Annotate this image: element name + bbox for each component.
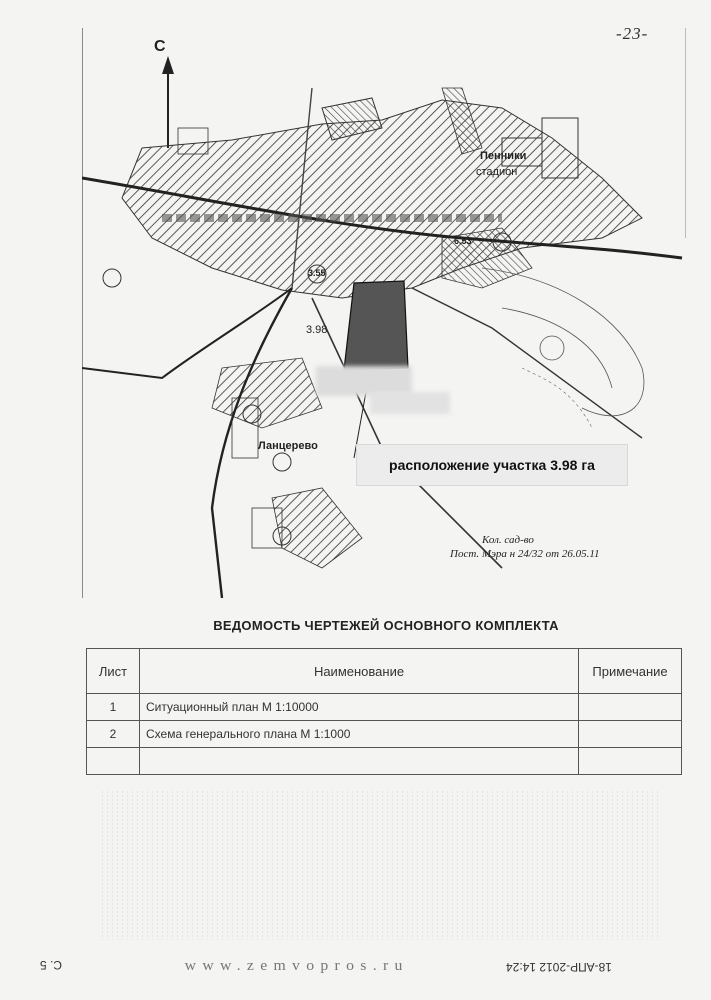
schedule-title: ВЕДОМОСТЬ ЧЕРТЕЖЕЙ ОСНОВНОГО КОМПЛЕКТА bbox=[213, 618, 559, 633]
north-label: С bbox=[154, 38, 166, 55]
header-name: Наименование bbox=[140, 649, 579, 694]
place-label-stadium: стадион bbox=[476, 166, 518, 178]
row-sheet: 2 bbox=[87, 721, 140, 748]
header-note: Примечание bbox=[579, 649, 682, 694]
fax-timestamp: 18-АПР-2012 14:24 bbox=[506, 960, 612, 974]
header-sheet: Лист bbox=[87, 649, 140, 694]
place-label-lantserevo: Ланцерево bbox=[258, 440, 318, 452]
contour-lines bbox=[482, 268, 644, 428]
row-note bbox=[579, 721, 682, 748]
marker-label-355: 3.55 bbox=[308, 268, 326, 278]
table-row bbox=[87, 694, 682, 721]
scan-noise bbox=[100, 790, 660, 940]
callout-label: расположение участка 3.98 га bbox=[389, 457, 595, 473]
row-name: Схема генерального плана М 1:1000 bbox=[140, 721, 579, 748]
table-row bbox=[87, 721, 682, 748]
drawing-schedule-table bbox=[86, 648, 682, 775]
place-label-penniki: Пенники bbox=[480, 150, 527, 162]
table-row bbox=[87, 748, 682, 775]
row-sheet: 1 bbox=[87, 694, 140, 721]
page-number: -23- bbox=[616, 24, 649, 43]
marker-label-653: 6.53 bbox=[454, 236, 472, 246]
footer-website: www.zemvopros.ru bbox=[184, 958, 409, 974]
footer-sheet-number: С. 5 bbox=[40, 958, 63, 972]
table-header-row bbox=[87, 649, 682, 694]
plot-area-label: 3.98 bbox=[306, 324, 328, 336]
north-arrow bbox=[162, 56, 174, 148]
situation-map bbox=[82, 28, 686, 598]
place-label-decree: Пост. Мэра н 24/32 от 26.05.11 bbox=[450, 548, 600, 560]
redacted-area bbox=[370, 392, 450, 414]
place-label-garden-coop: Кол. сад-во bbox=[482, 534, 534, 546]
row-name: Ситуационный план М 1:10000 bbox=[140, 694, 579, 721]
plot-location-callout bbox=[356, 444, 628, 486]
row-note bbox=[579, 694, 682, 721]
